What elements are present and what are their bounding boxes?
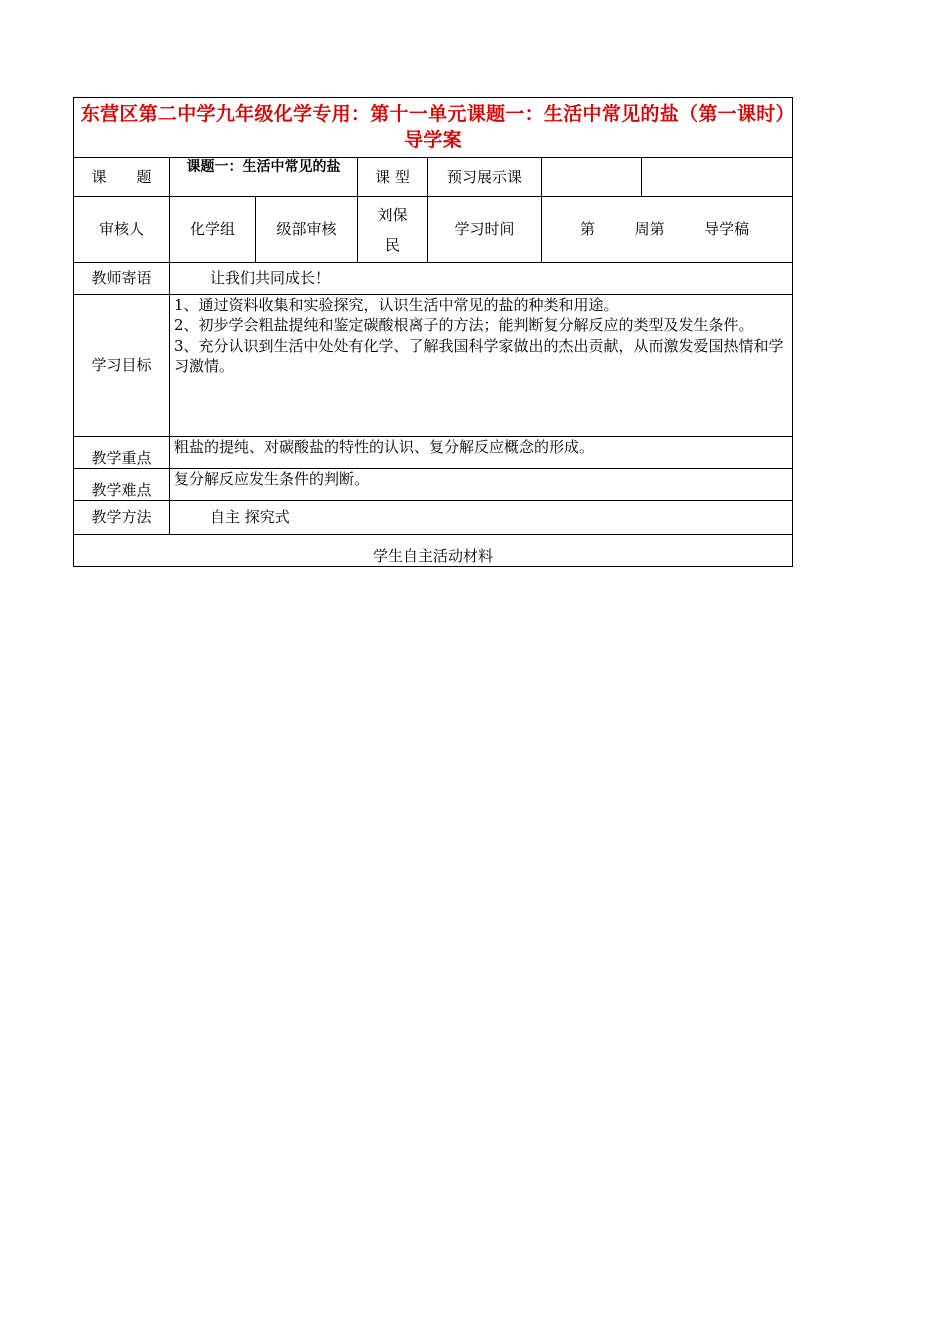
empty-cell-1 xyxy=(542,158,642,197)
reviewer-value: 化学组 xyxy=(170,197,256,263)
difficulty-label: 教学难点 xyxy=(74,469,170,501)
key-point-value: 粗盐的提纯、对碳酸盐的特性的认识、复分解反应概念的形成。 xyxy=(170,437,793,469)
goal-item: 2、初步学会粗盐提纯和鉴定碳酸根离子的方法；能判断复分解反应的类型及发生条件。 xyxy=(174,316,754,335)
teacher-message-label: 教师寄语 xyxy=(74,263,170,295)
type-label: 课 型 xyxy=(358,158,428,197)
key-point-label: 教学重点 xyxy=(74,437,170,469)
difficulty-value: 复分解反应发生条件的判断。 xyxy=(170,469,793,501)
lesson-plan-table xyxy=(73,97,793,567)
learning-goals-list xyxy=(170,295,793,437)
document-title: 东营区第二中学九年级化学专用：第十一单元课题一：生活中常见的盐（第一课时）导学案 xyxy=(74,98,793,158)
topic-label: 课 题 xyxy=(74,158,170,197)
teacher-message-value: 让我们共同成长！ xyxy=(170,263,793,295)
learning-goals-label: 学习目标 xyxy=(74,295,170,437)
reviewer-label: 审核人 xyxy=(74,197,170,263)
doc-type: 导学稿 xyxy=(704,220,750,239)
empty-cell-2 xyxy=(642,158,793,197)
study-time-label: 学习时间 xyxy=(428,197,542,263)
study-time-value xyxy=(542,197,793,263)
dept-review-value: 刘保民 xyxy=(358,197,428,263)
method-value: 自主 探究式 xyxy=(170,501,793,535)
method-label: 教学方法 xyxy=(74,501,170,535)
goal-item: 3、充分认识到生活中处处有化学、了解我国科学家做出的杰出贡献，从而激发爱国热情和学习激情。 xyxy=(174,336,784,375)
week-suffix: 周第 xyxy=(634,220,665,239)
goal-item: 1、通过资料收集和实验探究，认识生活中常见的盐的种类和用途。 xyxy=(174,296,619,314)
topic-value: 课题一：生活中常见的盐 xyxy=(170,158,358,197)
week-prefix: 第 xyxy=(580,220,596,239)
materials-heading: 学生自主活动材料 xyxy=(74,535,793,567)
dept-review-label: 级部审核 xyxy=(256,197,358,263)
type-value: 预习展示课 xyxy=(428,158,542,197)
